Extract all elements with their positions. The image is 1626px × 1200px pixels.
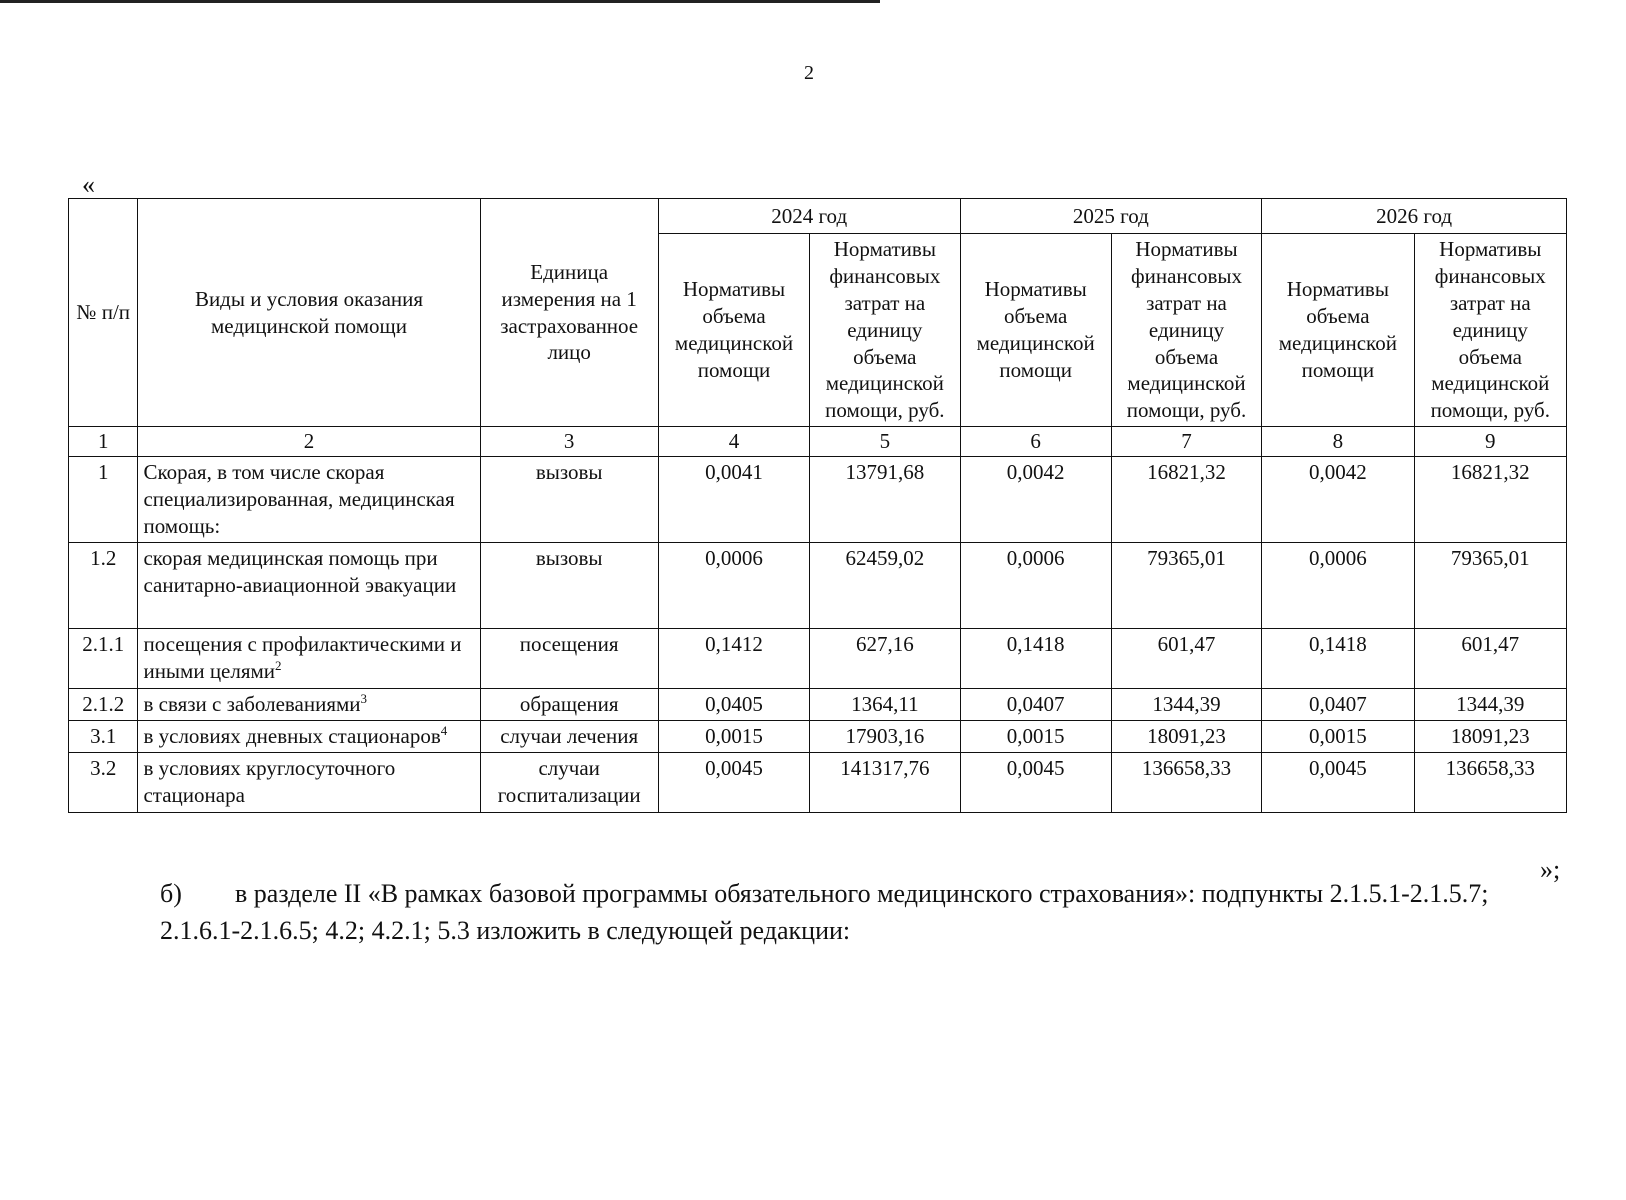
column-index: 8 <box>1262 427 1414 457</box>
column-index: 2 <box>138 427 480 457</box>
volume-2024: 0,0006 <box>658 543 809 629</box>
row-name-text: Скорая, в том числе скорая специализированная, медицинская помощь: <box>143 460 455 538</box>
cost-2026: 601,47 <box>1414 629 1566 689</box>
scan-edge-line <box>0 0 880 3</box>
opening-quote: « <box>82 170 95 199</box>
header-cost-2025: Нормативы финансовых затрат на единицу объема медицинской помощи, руб. <box>1111 234 1261 427</box>
cost-2024: 627,16 <box>810 629 960 689</box>
row-num: 1.2 <box>69 543 138 629</box>
cost-2026: 18091,23 <box>1414 720 1566 752</box>
cost-2024: 1364,11 <box>810 689 960 721</box>
row-name <box>138 752 480 812</box>
column-index: 6 <box>960 427 1111 457</box>
row-name <box>138 629 480 689</box>
column-index-row <box>69 427 1567 457</box>
header-num: № п/п <box>69 199 138 427</box>
header-year-2025: 2025 год <box>960 199 1262 234</box>
volume-2025: 0,0006 <box>960 543 1111 629</box>
column-index: 3 <box>480 427 658 457</box>
row-name-text: скорая медицинская помощь при санитарно-авиационной эвакуации <box>143 546 457 597</box>
volume-2025: 0,0042 <box>960 457 1111 543</box>
header-volume-2026: Нормативы объема медицинской помощи <box>1262 234 1414 427</box>
row-name-text: посещения с профилактическими и иными целями <box>143 632 462 683</box>
row-name <box>138 689 480 721</box>
volume-2025: 0,1418 <box>960 629 1111 689</box>
row-name-text: в связи с заболеваниями <box>143 692 361 716</box>
footnote-marker: 2 <box>275 657 282 673</box>
column-index: 5 <box>810 427 960 457</box>
cost-2026: 1344,39 <box>1414 689 1566 721</box>
row-unit: обращения <box>480 689 658 721</box>
year-header-row <box>69 199 1567 234</box>
row-name-text: в условиях круглосуточного стационара <box>143 755 396 807</box>
row-unit: случаи лечения <box>480 720 658 752</box>
table-row <box>69 720 1567 752</box>
volume-2024: 0,0405 <box>658 689 809 721</box>
cost-2025: 16821,32 <box>1111 457 1261 543</box>
column-index: 9 <box>1414 427 1566 457</box>
column-index: 7 <box>1111 427 1261 457</box>
volume-2026: 0,0042 <box>1262 457 1414 543</box>
row-name <box>138 457 480 543</box>
volume-2025: 0,0015 <box>960 720 1111 752</box>
volume-2024: 0,0015 <box>658 720 809 752</box>
paragraph-text: в разделе II «В рамках базовой программы обязательного медицинского страхования»: подпункты 2.1.5.1-2.1.5.7; 2.1.6.1-2.1.6.5; 4.2; 4.2.1; 5.3 изложить в следующей редакции: <box>160 879 1489 945</box>
column-index: 1 <box>69 427 138 457</box>
row-unit: посещения <box>480 629 658 689</box>
footnote-marker: 3 <box>360 691 368 706</box>
row-num: 2.1.1 <box>69 629 138 689</box>
volume-2026: 0,1418 <box>1262 629 1414 689</box>
header-cost-2026: Нормативы финансовых затрат на единицу объема медицинской помощи, руб. <box>1414 234 1566 427</box>
amendment-paragraph <box>160 876 1540 950</box>
column-index: 4 <box>658 427 809 457</box>
cost-2026: 136658,33 <box>1414 752 1566 812</box>
volume-2025: 0,0045 <box>960 752 1111 812</box>
cost-2025: 601,47 <box>1111 629 1261 689</box>
row-num: 3.2 <box>69 752 138 812</box>
header-year-2026: 2026 год <box>1262 199 1567 234</box>
header-cost-2024: Нормативы финансовых затрат на единицу объема медицинской помощи, руб. <box>810 234 960 427</box>
footnote-marker: 4 <box>440 722 448 738</box>
volume-2026: 0,0006 <box>1262 543 1414 629</box>
volume-2025: 0,0407 <box>960 689 1111 721</box>
volume-2024: 0,0045 <box>658 752 809 812</box>
row-unit: случаи госпитализации <box>480 752 658 812</box>
header-unit: Единица измерения на 1 застрахованное лицо <box>480 199 658 427</box>
volume-2024: 0,0041 <box>658 457 809 543</box>
page-number: 2 <box>804 62 814 84</box>
table-row <box>69 689 1567 721</box>
row-name-text: в условиях дневных стационаров <box>143 723 441 748</box>
header-volume-2025: Нормативы объема медицинской помощи <box>960 234 1111 427</box>
cost-2026: 79365,01 <box>1414 543 1566 629</box>
header-volume-2024: Нормативы объема медицинской помощи <box>658 234 809 427</box>
table-row <box>69 457 1567 543</box>
cost-2025: 79365,01 <box>1111 543 1261 629</box>
row-name <box>138 543 480 629</box>
cost-2026: 16821,32 <box>1414 457 1566 543</box>
row-num: 2.1.2 <box>69 689 138 721</box>
cost-2024: 62459,02 <box>810 543 960 629</box>
header-type: Виды и условия оказания медицинской помощи <box>138 199 480 427</box>
cost-2024: 13791,68 <box>810 457 960 543</box>
volume-2026: 0,0407 <box>1262 689 1414 721</box>
row-num: 3.1 <box>69 720 138 752</box>
row-unit: вызовы <box>480 457 658 543</box>
table-row <box>69 629 1567 689</box>
paragraph-label: б) <box>160 879 182 908</box>
cost-2025: 136658,33 <box>1111 752 1261 812</box>
table-row <box>69 752 1567 812</box>
table-row <box>69 543 1567 629</box>
row-name <box>138 720 480 752</box>
closing-quote: »; <box>1540 855 1561 884</box>
cost-2025: 18091,23 <box>1111 720 1261 752</box>
volume-2026: 0,0015 <box>1262 720 1414 752</box>
cost-2024: 141317,76 <box>810 752 960 812</box>
cost-2025: 1344,39 <box>1111 689 1261 721</box>
row-unit: вызовы <box>480 543 658 629</box>
norms-table <box>68 198 1567 813</box>
cost-2024: 17903,16 <box>810 720 960 752</box>
row-num: 1 <box>69 457 138 543</box>
volume-2026: 0,0045 <box>1262 752 1414 812</box>
volume-2024: 0,1412 <box>658 629 809 689</box>
header-year-2024: 2024 год <box>658 199 960 234</box>
